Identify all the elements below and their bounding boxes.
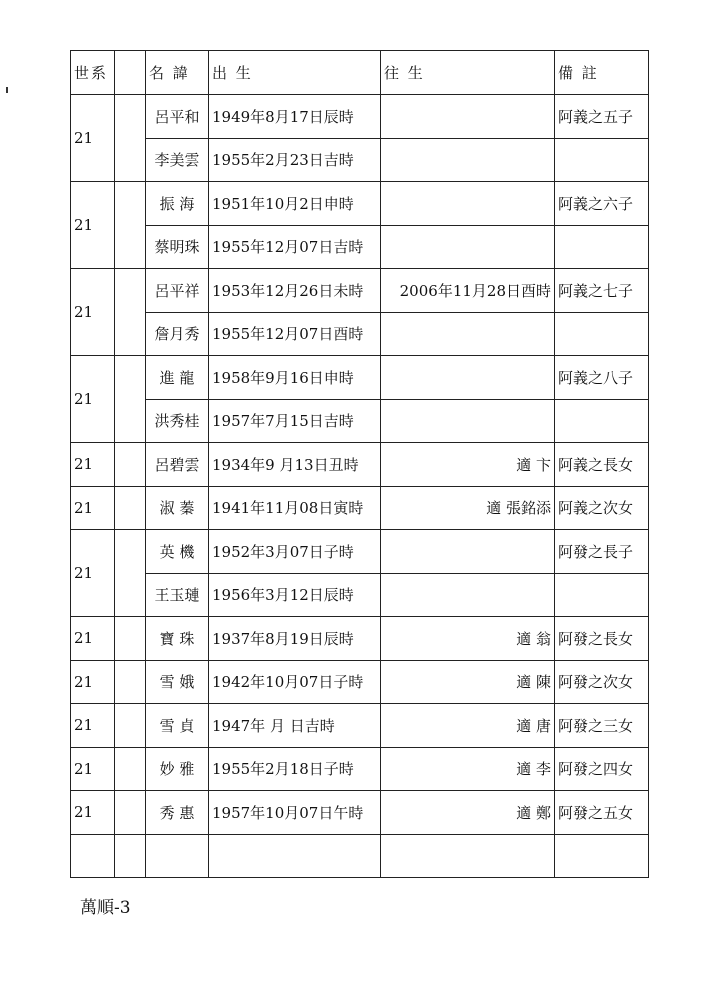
- name-cell: 進 龍: [146, 356, 209, 400]
- notes-cell: [555, 399, 649, 443]
- blank-cell: [115, 704, 146, 748]
- blank-cell: [115, 95, 146, 182]
- notes-cell: 阿義之五子: [555, 95, 649, 139]
- birth-cell: 1937年8月19日辰時: [209, 617, 381, 661]
- birth-cell: 1955年12月07日酉時: [209, 312, 381, 356]
- generation-cell: 21: [71, 704, 115, 748]
- blank-cell: [115, 356, 146, 443]
- birth-cell: 1941年11月08日寅時: [209, 486, 381, 530]
- notes-cell: 阿義之長女: [555, 443, 649, 487]
- header-death: 往 生: [381, 51, 555, 95]
- table-row: [71, 443, 649, 487]
- name-cell: 蔡明珠: [146, 225, 209, 269]
- table-row: [71, 312, 649, 356]
- blank-cell: [115, 791, 146, 835]
- blank-cell: [115, 747, 146, 791]
- page-footer: 萬順-3: [80, 898, 131, 918]
- name-cell: 呂平祥: [146, 269, 209, 313]
- blank-cell: [115, 486, 146, 530]
- death-cell: 適 鄭: [381, 791, 555, 835]
- blank-cell: [115, 834, 146, 878]
- table-row: [71, 399, 649, 443]
- birth-cell: [209, 834, 381, 878]
- name-cell: 振 海: [146, 182, 209, 226]
- birth-cell: 1956年3月12日辰時: [209, 573, 381, 617]
- table-row: [71, 617, 649, 661]
- generation-cell: 21: [71, 530, 115, 617]
- generation-cell: 21: [71, 486, 115, 530]
- table-row: [71, 704, 649, 748]
- table-row: [71, 95, 649, 139]
- death-cell: [381, 225, 555, 269]
- name-cell: [146, 834, 209, 878]
- notes-cell: [555, 312, 649, 356]
- blank-cell: [115, 269, 146, 356]
- name-cell: 秀 惠: [146, 791, 209, 835]
- name-cell: 呂碧雲: [146, 443, 209, 487]
- name-cell: 雪 貞: [146, 704, 209, 748]
- notes-cell: [555, 834, 649, 878]
- death-cell: [381, 95, 555, 139]
- death-cell: 2006年11月28日酉時: [381, 269, 555, 313]
- table-row: [71, 530, 649, 574]
- header-birth: 出 生: [209, 51, 381, 95]
- header-blank: [115, 51, 146, 95]
- blank-cell: [115, 660, 146, 704]
- blank-cell: [115, 182, 146, 269]
- birth-cell: 1957年10月07日午時: [209, 791, 381, 835]
- notes-cell: 阿發之五女: [555, 791, 649, 835]
- table-row: [71, 747, 649, 791]
- death-cell: [381, 356, 555, 400]
- header-row: [71, 51, 649, 95]
- name-cell: 寶 珠: [146, 617, 209, 661]
- blank-cell: [115, 530, 146, 617]
- scan-mark: [6, 87, 8, 93]
- generation-cell: 21: [71, 747, 115, 791]
- genealogy-table: [70, 50, 649, 878]
- notes-cell: 阿發之三女: [555, 704, 649, 748]
- death-cell: [381, 399, 555, 443]
- generation-cell: 21: [71, 269, 115, 356]
- table-row: [71, 225, 649, 269]
- death-cell: 適 翁: [381, 617, 555, 661]
- birth-cell: 1955年2月23日吉時: [209, 138, 381, 182]
- name-cell: 雪 娥: [146, 660, 209, 704]
- generation-cell: 21: [71, 791, 115, 835]
- notes-cell: [555, 225, 649, 269]
- notes-cell: [555, 138, 649, 182]
- name-cell: 李美雲: [146, 138, 209, 182]
- notes-cell: 阿發之長女: [555, 617, 649, 661]
- blank-cell: [115, 443, 146, 487]
- header-notes: 備 註: [555, 51, 649, 95]
- generation-cell: 21: [71, 660, 115, 704]
- name-cell: 英 機: [146, 530, 209, 574]
- table-row: [71, 791, 649, 835]
- notes-cell: 阿發之長子: [555, 530, 649, 574]
- death-cell: [381, 138, 555, 182]
- birth-cell: 1942年10月07日子時: [209, 660, 381, 704]
- birth-cell: 1953年12月26日未時: [209, 269, 381, 313]
- birth-cell: 1957年7月15日吉時: [209, 399, 381, 443]
- name-cell: 王玉璉: [146, 573, 209, 617]
- death-cell: [381, 573, 555, 617]
- table-row: [71, 138, 649, 182]
- name-cell: 淑 蓁: [146, 486, 209, 530]
- generation-cell: 21: [71, 95, 115, 182]
- table-row: [71, 573, 649, 617]
- death-cell: 適 陳: [381, 660, 555, 704]
- death-cell: 適 唐: [381, 704, 555, 748]
- birth-cell: 1955年2月18日子時: [209, 747, 381, 791]
- notes-cell: 阿義之六子: [555, 182, 649, 226]
- blank-cell: [115, 617, 146, 661]
- generation-cell: 21: [71, 356, 115, 443]
- birth-cell: 1934年9 月13日丑時: [209, 443, 381, 487]
- table-row: [71, 356, 649, 400]
- death-cell: 適 張銘添: [381, 486, 555, 530]
- birth-cell: 1955年12月07日吉時: [209, 225, 381, 269]
- header-name: 名 諱: [146, 51, 209, 95]
- generation-cell: 21: [71, 617, 115, 661]
- birth-cell: 1951年10月2日申時: [209, 182, 381, 226]
- death-cell: 適 卞: [381, 443, 555, 487]
- table-row: [71, 486, 649, 530]
- death-cell: [381, 834, 555, 878]
- generation-cell: [71, 834, 115, 878]
- notes-cell: [555, 573, 649, 617]
- table-row: [71, 269, 649, 313]
- death-cell: [381, 182, 555, 226]
- generation-cell: 21: [71, 182, 115, 269]
- notes-cell: 阿發之次女: [555, 660, 649, 704]
- generation-cell: 21: [71, 443, 115, 487]
- name-cell: 呂平和: [146, 95, 209, 139]
- name-cell: 妙 雅: [146, 747, 209, 791]
- table-row: [71, 660, 649, 704]
- table-row: [71, 182, 649, 226]
- notes-cell: 阿發之四女: [555, 747, 649, 791]
- table-row-empty: [71, 834, 649, 878]
- birth-cell: 1947年 月 日吉時: [209, 704, 381, 748]
- death-cell: 適 李: [381, 747, 555, 791]
- header-generation: 世系: [71, 51, 115, 95]
- birth-cell: 1958年9月16日申時: [209, 356, 381, 400]
- death-cell: [381, 530, 555, 574]
- name-cell: 洪秀桂: [146, 399, 209, 443]
- name-cell: 詹月秀: [146, 312, 209, 356]
- death-cell: [381, 312, 555, 356]
- birth-cell: 1949年8月17日辰時: [209, 95, 381, 139]
- birth-cell: 1952年3月07日子時: [209, 530, 381, 574]
- notes-cell: 阿義之八子: [555, 356, 649, 400]
- notes-cell: 阿義之次女: [555, 486, 649, 530]
- notes-cell: 阿義之七子: [555, 269, 649, 313]
